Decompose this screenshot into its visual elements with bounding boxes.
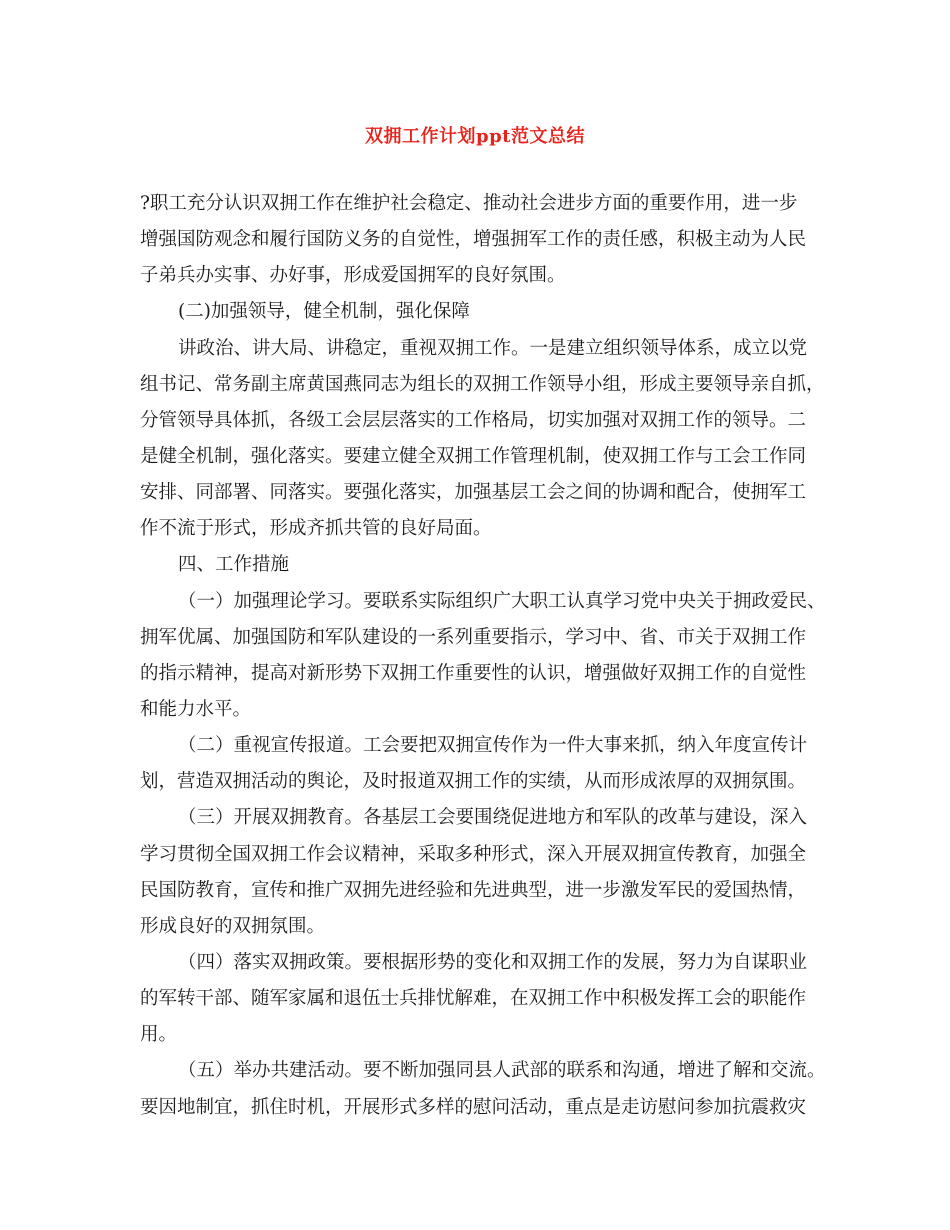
text-line: 分管领导具体抓，各级工会层层落实的工作格局，切实加强对双拥工作的领导。二 xyxy=(140,409,807,431)
document-title: 双拥工作计划ppt范文总结 xyxy=(365,126,585,147)
text-line: 是健全机制，强化落实。要建立健全双拥工作管理机制，使双拥工作与工会工作同 xyxy=(140,445,807,467)
text-line: 形成良好的双拥氛围。 xyxy=(140,915,326,937)
text-line: （三）开展双拥教育。各基层工会要围绕促进地方和军队的改革与建设，深入 xyxy=(178,807,808,829)
text-line: ?职工充分认识双拥工作在维护社会稳定、推动社会进步方面的重要作用，进一步 xyxy=(140,193,798,214)
document-body xyxy=(140,186,830,1126)
text-line: （一）加强理论学习。要联系实际组织广大职工认真学习党中央关于拥政爱民、 xyxy=(178,590,826,612)
text-line: 四、工作措施 xyxy=(178,554,290,576)
text-line: 要因地制宜，抓住时机，开展形式多样的慰问活动，重点是走访慰问参加抗震救灾 xyxy=(140,1096,807,1118)
text-line: 的指示精神，提高对新形势下双拥工作重要性的认识，增强做好双拥工作的自觉性 xyxy=(140,662,807,684)
text-line: 子弟兵办实事、办好事，形成爱国拥军的良好氛围。 xyxy=(140,265,566,287)
text-line: 民国防教育，宣传和推广双拥先进经验和先进典型，进一步激发军民的爱国热情， xyxy=(140,879,807,901)
text-line: 安排、同部署、同落实。要强化落实，加强基层工会之间的协调和配合，使拥军工 xyxy=(140,482,807,504)
text-line: 划，营造双拥活动的舆论，及时报道双拥工作的实绩，从而形成浓厚的双拥氛围。 xyxy=(140,771,807,793)
text-line: 讲政治、讲大局、讲稳定，重视双拥工作。一是建立组织领导体系，成立以党 xyxy=(178,337,808,359)
text-line: （二）重视宣传报道。工会要把双拥宣传作为一件大事来抓，纳入年度宣传计 xyxy=(178,735,808,757)
text-line: 组书记、常务副主席黄国燕同志为组长的双拥工作领导小组，形成主要领导亲自抓， xyxy=(140,373,825,395)
text-line: 的军转干部、随军家属和退伍士兵排忧解难，在双拥工作中积极发挥工会的职能作 xyxy=(140,988,807,1010)
text-line: (二)加强领导，健全机制，强化保障 xyxy=(178,301,470,323)
text-line: 增强国防观念和履行国防义务的自觉性，增强拥军工作的责任感，积极主动为人民 xyxy=(140,229,807,251)
text-line: 作不流于形式，形成齐抓共管的良好局面。 xyxy=(140,518,492,540)
text-line: 用。 xyxy=(140,1024,178,1046)
text-line: 学习贯彻全国双拥工作会议精神，采取多种形式，深入开展双拥宣传教育，加强全 xyxy=(140,843,807,865)
text-line: 和能力水平。 xyxy=(140,698,252,720)
text-line: 拥军优属、加强国防和军队建设的一系列重要指示，学习中、省、市关于双拥工作 xyxy=(140,626,807,648)
text-line: （五）举办共建活动。要不断加强同县人武部的联系和沟通，增进了解和交流。 xyxy=(178,1060,826,1082)
text-line: （四）落实双拥政策。要根据形势的变化和双拥工作的发展，努力为自谋职业 xyxy=(178,951,808,973)
